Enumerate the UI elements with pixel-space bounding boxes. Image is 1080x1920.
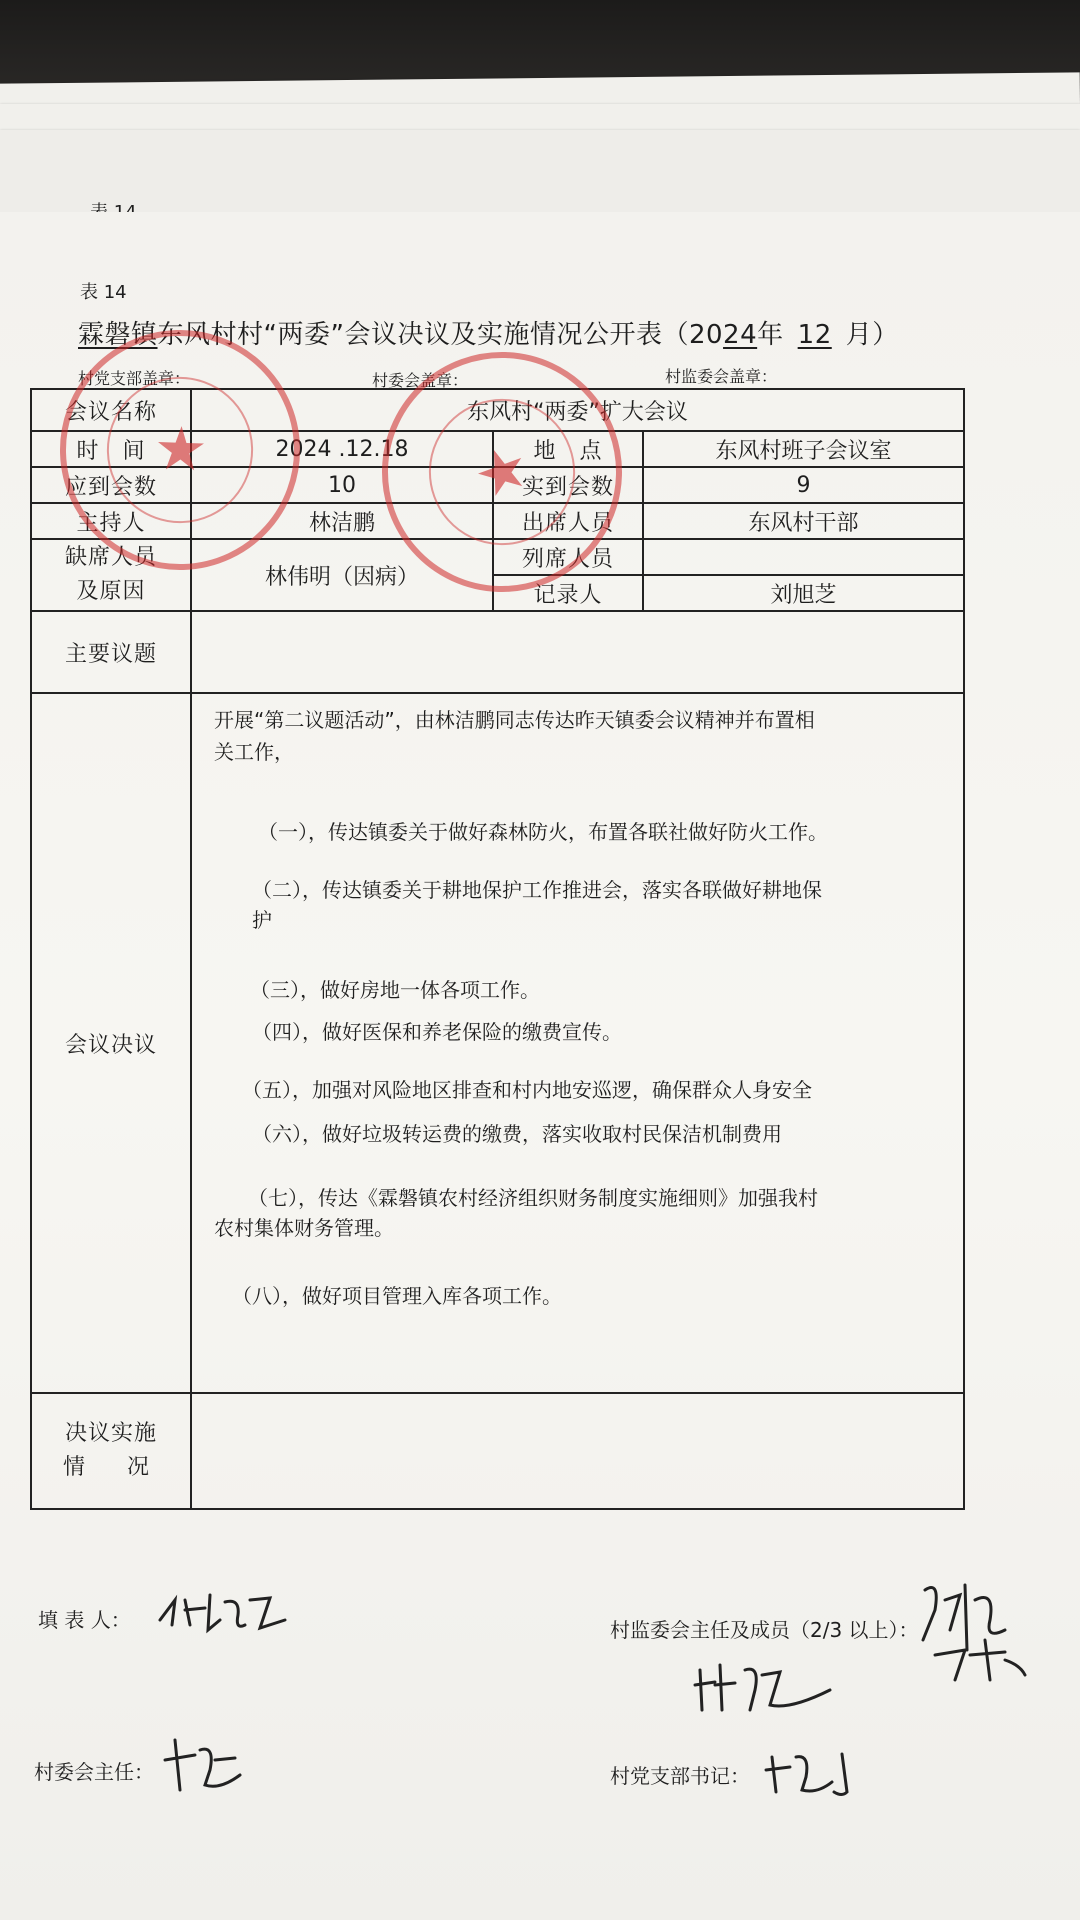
implementation-label: [32, 1394, 190, 1508]
resolution-line-8: （五），加强对风险地区排查和村内地安巡逻，确保群众人身安全: [242, 1078, 812, 1102]
committee-director-label: 村委会主任：: [34, 1760, 154, 1784]
stamp-label-party: 村党支部盖章：: [78, 369, 191, 388]
nonvoting-value: [644, 540, 963, 574]
resolution-line-2: 关工作，: [214, 740, 294, 764]
resolution-label: 会议决议: [64, 1032, 157, 1058]
actual-label: 实到会数: [521, 474, 614, 500]
title-year-suffix: 年: [757, 320, 784, 350]
resolution-line-7: （四），做好医保和养老保险的缴费宣传。: [252, 1020, 622, 1044]
title-town: 霖磐镇: [78, 320, 158, 350]
committee-director-signature: [160, 1730, 250, 1800]
topic-value: [192, 612, 963, 692]
title-main: 东风村村“两委”会议决议及实施情况公开表（20: [157, 320, 724, 350]
title-year: 24: [723, 320, 758, 350]
absent-value: 林伟明（因病）: [264, 564, 419, 590]
place-label: 地 点: [533, 438, 603, 464]
resolution-line-11: 农村集体财务管理。: [214, 1216, 394, 1240]
resolution-line-3: （一），传达镇委关于做好森林防火，布置各联社做好防火工作。: [258, 820, 828, 844]
place-value: 东风村班子会议室: [715, 438, 892, 464]
supervision-label: 村监委会主任及成员（2/3 以上）：: [610, 1618, 919, 1642]
meeting-name-value: 东风村“两委”扩大会议: [467, 399, 688, 425]
resolution-line-10: （七），传达《霖磐镇农村经济组织财务制度实施细则》加强我村: [248, 1186, 818, 1210]
implementation-label-line1: 决议实施: [64, 1421, 157, 1446]
meeting-name-label: 会议名称: [64, 399, 157, 425]
stamp-label-supervision: 村监委会盖章：: [665, 367, 778, 386]
host-value: 林洁鹏: [308, 510, 375, 536]
resolution-line-9: （六），做好垃圾转运费的缴费，落实收取村民保洁机制费用: [252, 1122, 782, 1146]
resolution-line-12: （八），做好项目管理入库各项工作。: [232, 1284, 562, 1308]
resolution-line-6: （三），做好房地一体各项工作。: [250, 978, 540, 1002]
supervision-signature-1: [905, 1570, 1035, 1690]
resolution-line-5: 护: [252, 908, 272, 932]
absent-label-line1: 缺席人员: [64, 545, 157, 570]
time-value: 2024 .12.18: [275, 436, 409, 462]
party-secretary-label: 村党支部书记：: [610, 1764, 750, 1788]
title-month-suffix: 月）: [845, 320, 899, 350]
topic-label: 主要议题: [64, 641, 157, 667]
actual-value: 9: [796, 472, 811, 498]
recorder-label: 记录人: [533, 582, 603, 608]
recorder-value: 刘旭芝: [770, 582, 837, 608]
filler-label: 填 表 人：: [38, 1608, 131, 1632]
filler-signature: [150, 1580, 300, 1640]
time-label: 时 间: [76, 438, 146, 464]
implementation-label-line2: 情 况: [62, 1455, 159, 1480]
seal-star-icon: ★: [137, 412, 223, 488]
form-number: 表 14: [80, 282, 127, 303]
supervision-signature-2: [690, 1650, 840, 1720]
resolution-line-4: （二），传达镇委关于耕地保护工作推进会，落实各联做好耕地保: [252, 878, 822, 902]
expected-value: 10: [328, 472, 356, 498]
host-label: 主持人: [76, 510, 146, 536]
stamp-label-committee: 村委会盖章：: [372, 371, 469, 390]
seal-star-icon: ★: [464, 429, 540, 515]
resolution-line-1: 开展“第二议题活动”，由林洁鹏同志传达昨天镇委会议精神并布置相: [214, 708, 815, 732]
implementation-value: [192, 1394, 963, 1508]
attendees-value: 东风村干部: [748, 510, 859, 536]
party-secretary-signature: [762, 1742, 882, 1802]
absent-label-line2: 及原因: [76, 579, 146, 604]
nonvoting-label: 列席人员: [521, 546, 614, 572]
attendees-label: 出席人员: [521, 510, 614, 536]
expected-label: 应到会数: [64, 474, 157, 500]
title-month: 12: [797, 320, 832, 350]
